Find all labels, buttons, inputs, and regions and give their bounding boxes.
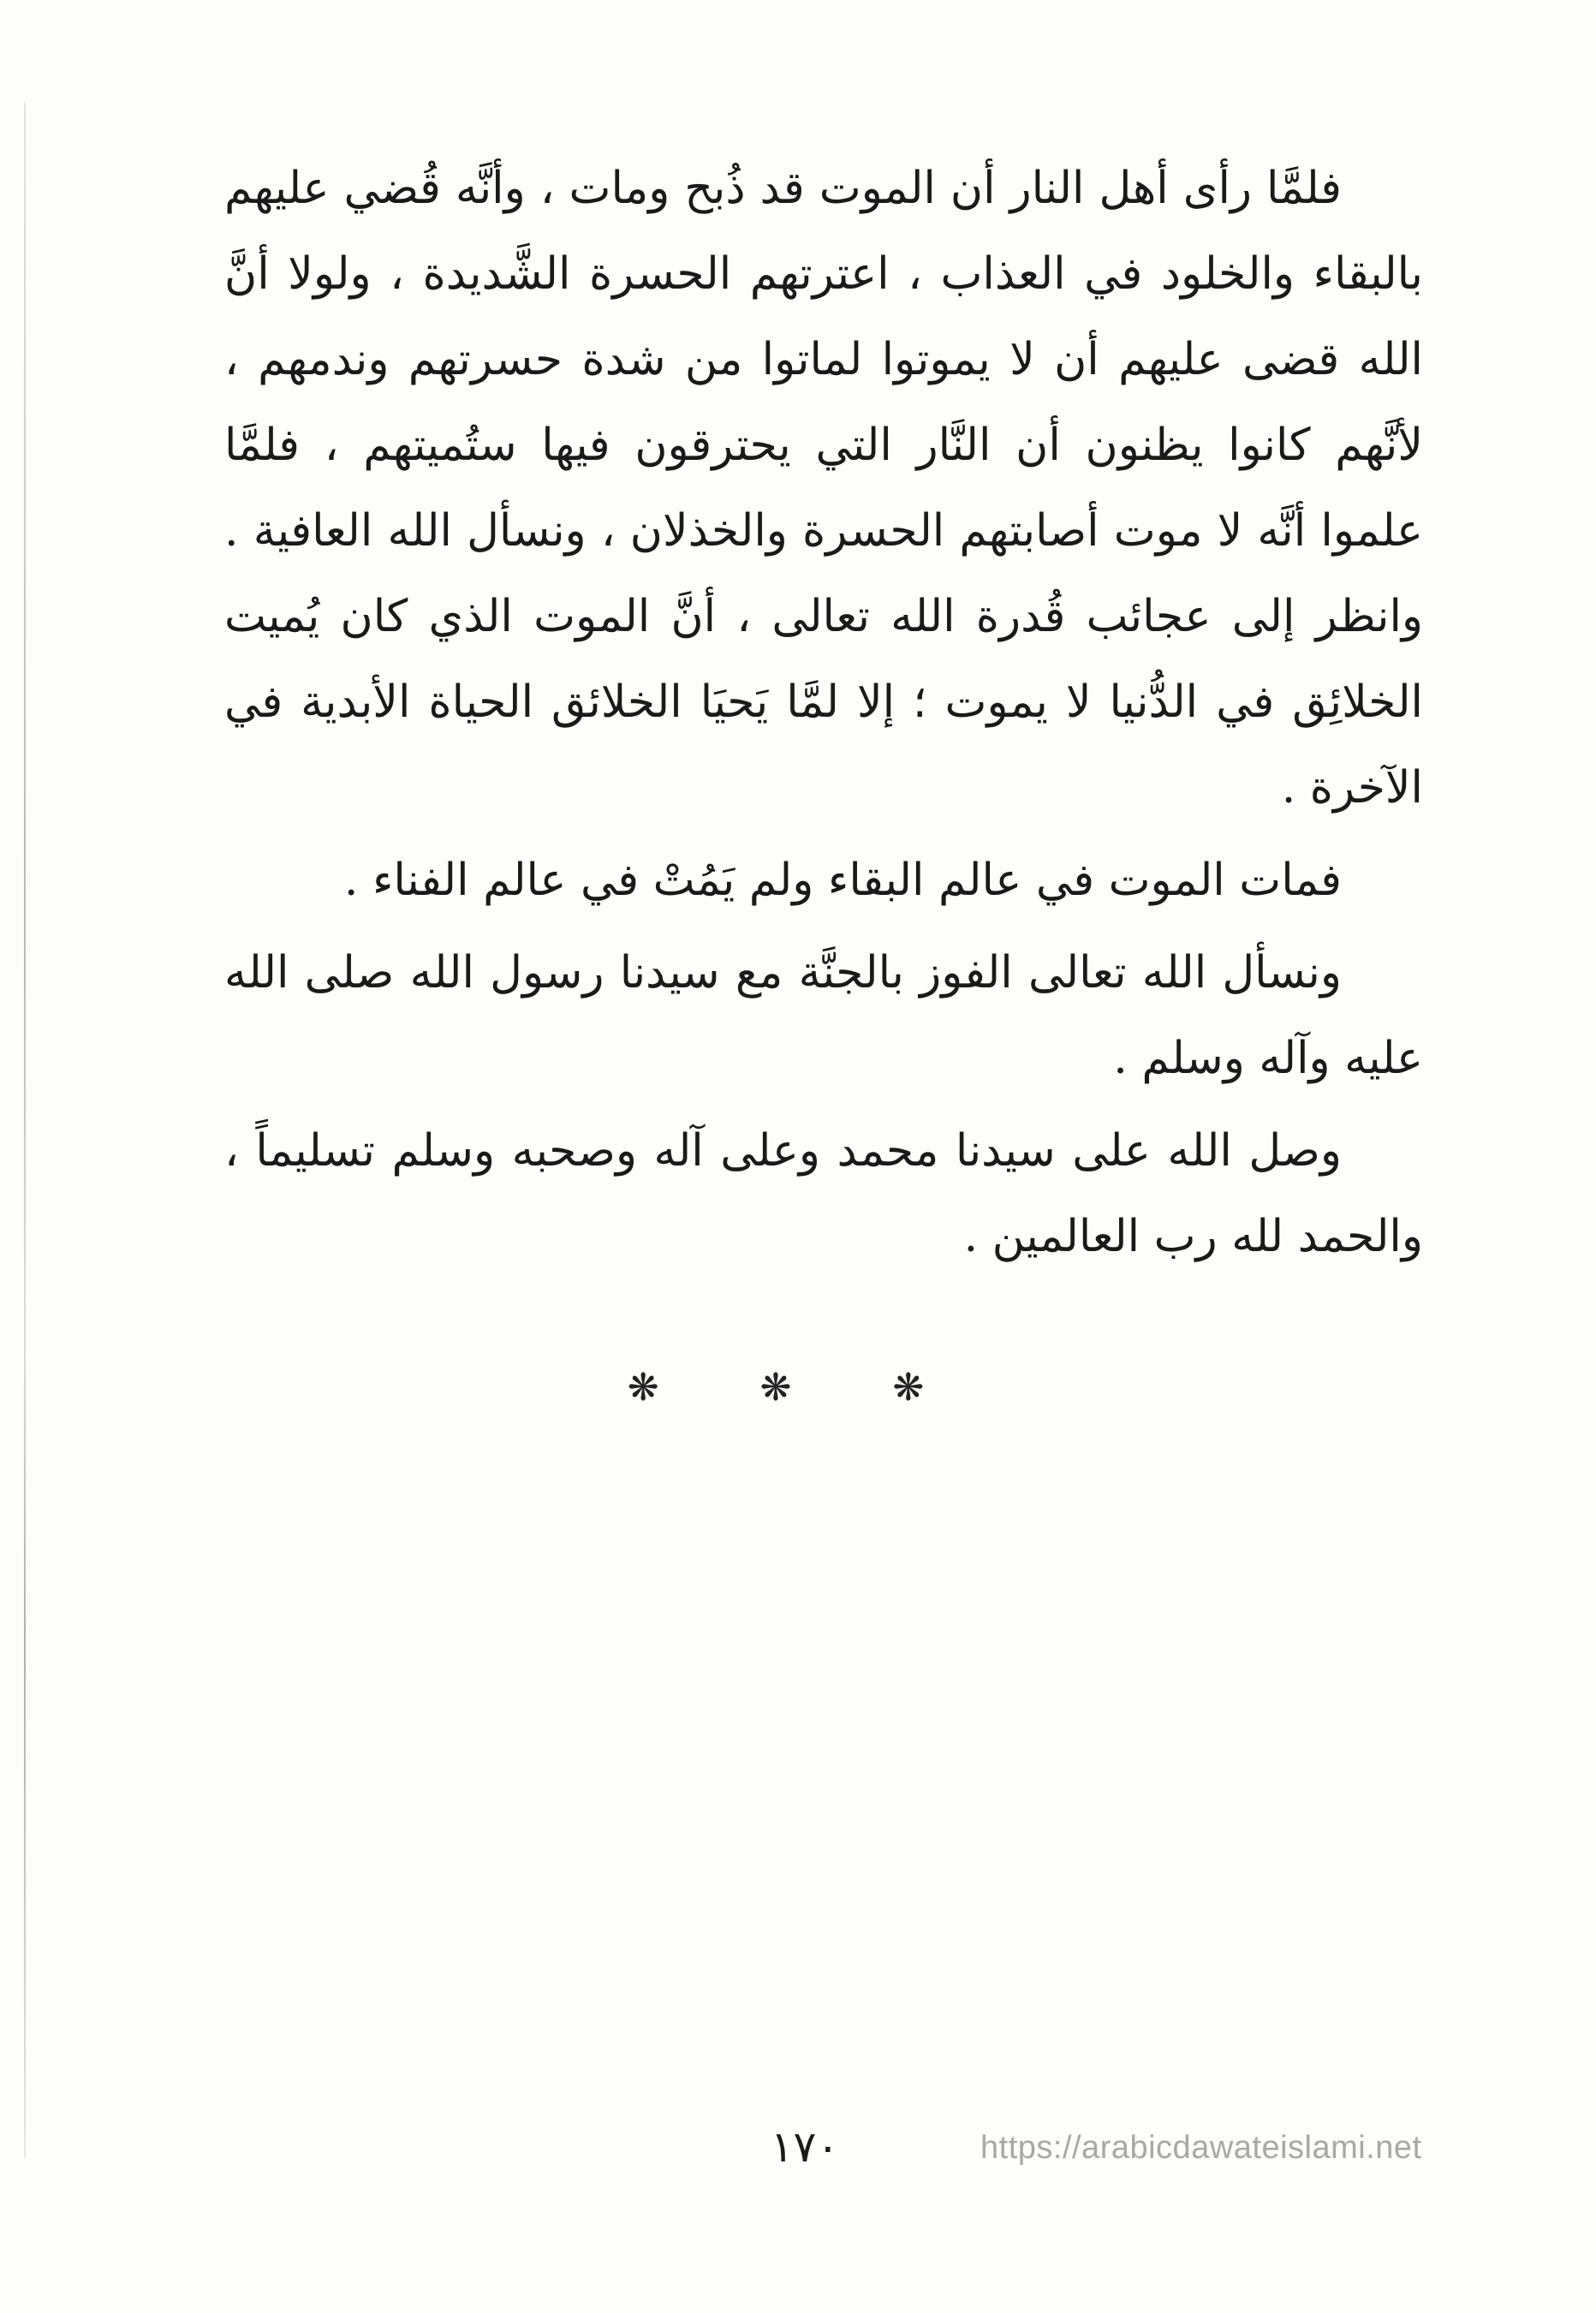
body-text <box>224 146 1423 1279</box>
paragraph-3: ونسأل الله تعالى الفوز بالجنَّة مع سيدنا رسول الله صلى الله عليه وآله وسلم . <box>224 947 1423 1084</box>
page-binding-edge <box>24 103 26 2158</box>
page-number: ١٧٠ <box>770 2122 840 2172</box>
paragraph-1: فلمَّا رأى أهل النار أن الموت قد ذُبح ومات ، وأنَّه قُضي عليهم بالبقاء والخلود في العذاب ، اعترتهم الحسرة الشَّديدة ، ولولا أنَّ الله قضى عليهم أن لا يموتوا لماتوا من شدة حسرتهم وندمهم ، لأنَّهم كانوا يظنون أن النَّار التي يحترقون فيها ستُميتهم ، فلمَّا علموا أنَّه لا موت أصابتهم الحسرة والخذلان ، ونسأل الله العافية . وانظر إلى عجائب قُدرة الله تعالى ، أنَّ الموت الذي كان يُميت الخلائِق في الدُّنيا لا يموت ؛ إلا لمَّا يَحيَا الخلائق الحياة الأبدية في الآخرة . <box>224 163 1423 814</box>
section-end-ornament: ❋ ❋ ❋ <box>627 1366 969 1410</box>
source-watermark: https://arabicdawateislami.net <box>980 2130 1422 2166</box>
paragraph-2: فمات الموت في عالم البقاء ولم يَمُتْ في عالم الفناء . <box>343 855 1342 906</box>
paragraph-4: وصل الله على سيدنا محمد وعلى آله وصحبه وسلم تسليماً ، والحمد لله رب العالمين . <box>224 1125 1423 1262</box>
